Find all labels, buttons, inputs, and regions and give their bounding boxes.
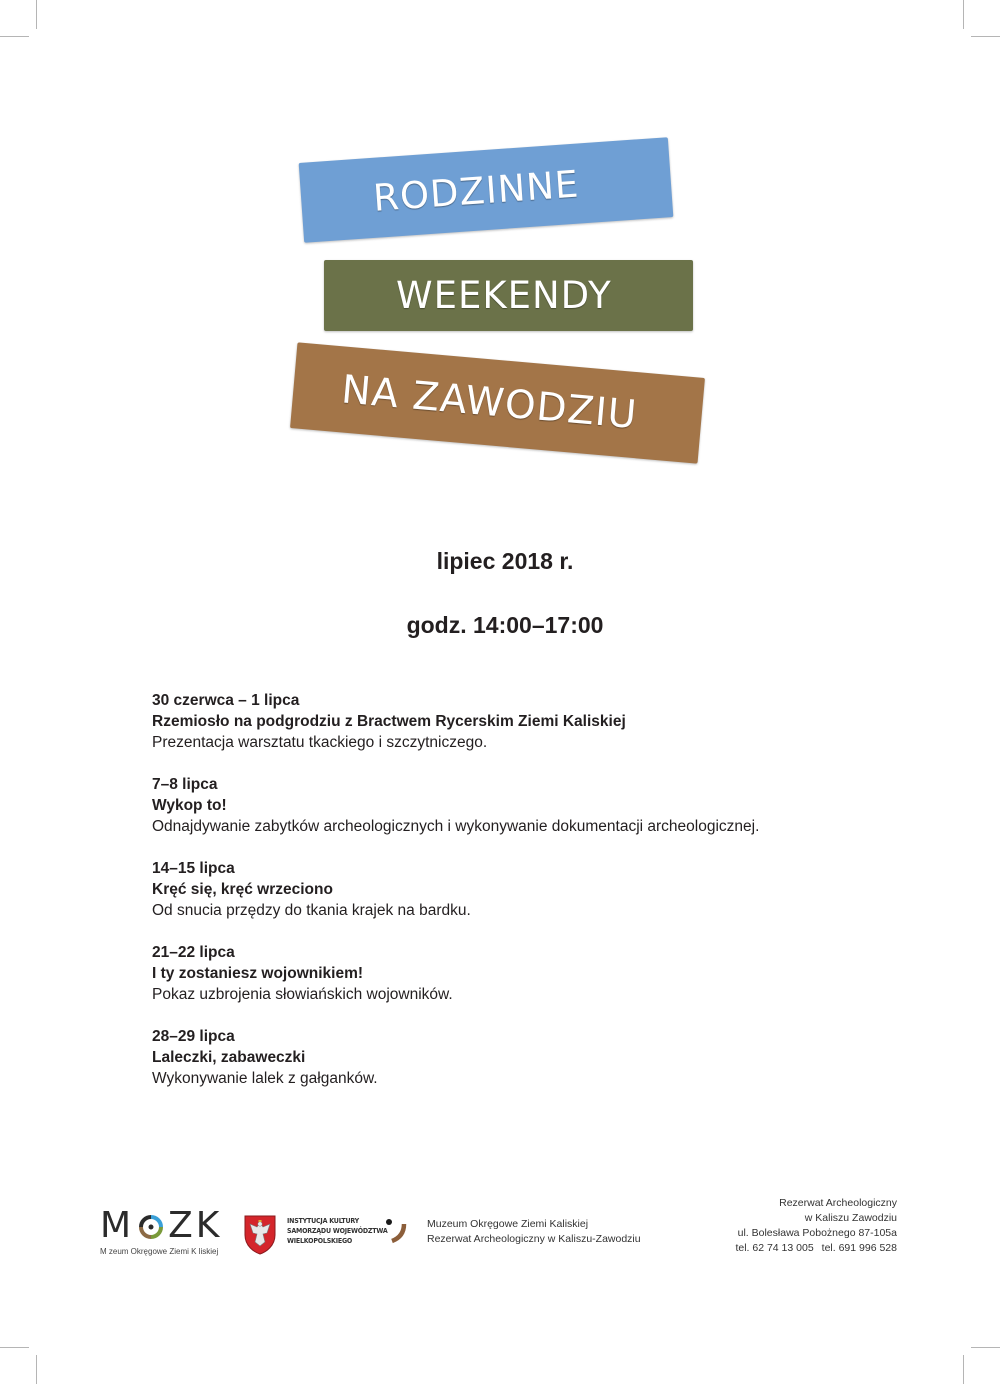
event-item	[152, 858, 759, 921]
reserve-line: Rezerwat Archeologiczny w Kaliszu-Zawodziu	[427, 1233, 641, 1245]
institution-line: WIELKOPOLSKIEGO	[287, 1237, 353, 1245]
mozk-subtitle: M zeum Okręgowe Ziemi K liskiej	[100, 1247, 219, 1256]
crop-mark	[971, 1347, 1000, 1348]
event-date: 21–22 lipca	[152, 944, 235, 961]
title-banner-rodzinne	[299, 137, 674, 243]
event-description: Prezentacja warsztatu tkackiego i szczytniczego.	[152, 734, 488, 751]
mozk-logo	[100, 1205, 223, 1256]
event-title: Kręć się, kręć wrzeciono	[152, 881, 333, 898]
phone-line	[735, 1241, 897, 1256]
month-heading: lipiec 2018 r.	[436, 548, 574, 574]
event-item	[152, 1026, 759, 1089]
event-item	[152, 690, 759, 753]
footer	[0, 1197, 1000, 1270]
crop-mark	[0, 36, 29, 37]
mozk-wordmark	[100, 1205, 223, 1246]
phone-1: tel. 62 74 13 005	[735, 1242, 814, 1254]
event-description: Wykonywanie lalek z gałganków.	[152, 1070, 378, 1087]
event-title: I ty zostaniesz wojownikiem!	[152, 965, 364, 982]
reserve-line: Muzeum Okręgowe Ziemi Kaliskiej	[427, 1218, 589, 1230]
mozk-letter-m: M	[100, 1205, 135, 1246]
crop-mark	[963, 0, 964, 29]
event-date: 7–8 lipca	[152, 776, 218, 793]
event-date: 14–15 lipca	[152, 860, 235, 877]
institution-line: SAMORZĄDU WOJEWÓDZTWA	[287, 1227, 388, 1235]
banner-text: WEEKENDY	[396, 274, 612, 317]
event-title: Wykop to!	[152, 797, 227, 814]
event-date: 30 czerwca – 1 lipca	[152, 692, 300, 709]
institution-label	[287, 1216, 388, 1246]
event-description: Od snucia przędzy do tkania krajek na bardku.	[152, 902, 471, 919]
crop-mark	[36, 0, 37, 29]
title-banner-na-zawodziu	[290, 342, 705, 463]
event-description: Pokaz uzbrojenia słowiańskich wojowników.	[152, 986, 453, 1003]
crop-mark	[0, 1347, 29, 1348]
event-description: Odnajdywanie zabytków archeologicznych i wykonywanie dokumentacji archeologicznej.	[152, 818, 760, 835]
crop-mark	[963, 1355, 964, 1384]
phone-2: tel. 691 996 528	[821, 1242, 897, 1254]
hours-heading: godz. 14:00–17:00	[406, 612, 604, 638]
address-line: w Kaliszu Zawodziu	[804, 1212, 897, 1224]
address-line: Rezerwat Archeologiczny	[779, 1197, 897, 1209]
title-banner-weekendy	[324, 260, 693, 331]
mozk-letters-zk: ZK	[168, 1205, 223, 1246]
contact-address	[735, 1196, 897, 1256]
reserve-logo-text	[427, 1217, 641, 1247]
banner-text: NA ZAWODZIU	[339, 366, 640, 438]
address-line: ul. Bolesława Pobożnego 87-105a	[737, 1227, 897, 1239]
banner-text: RODZINNE	[371, 162, 581, 220]
crop-mark	[36, 1355, 37, 1384]
event-title: Laleczki, zabaweczki	[152, 1049, 306, 1066]
event-item	[152, 942, 759, 1005]
event-item	[152, 774, 759, 837]
event-title: Rzemiosło na podgrodziu z Bractwem Rycerskim Ziemi Kaliskiej	[152, 713, 626, 730]
crop-mark	[971, 36, 1000, 37]
event-date: 28–29 lipca	[152, 1028, 235, 1045]
institution-line: INSTYTUCJA KULTURY	[287, 1217, 360, 1225]
reserve-logo-icon	[384, 1217, 414, 1247]
wielkopolska-crest-icon	[244, 1215, 276, 1255]
event-list	[152, 690, 759, 1110]
mozk-o-icon	[137, 1212, 165, 1240]
